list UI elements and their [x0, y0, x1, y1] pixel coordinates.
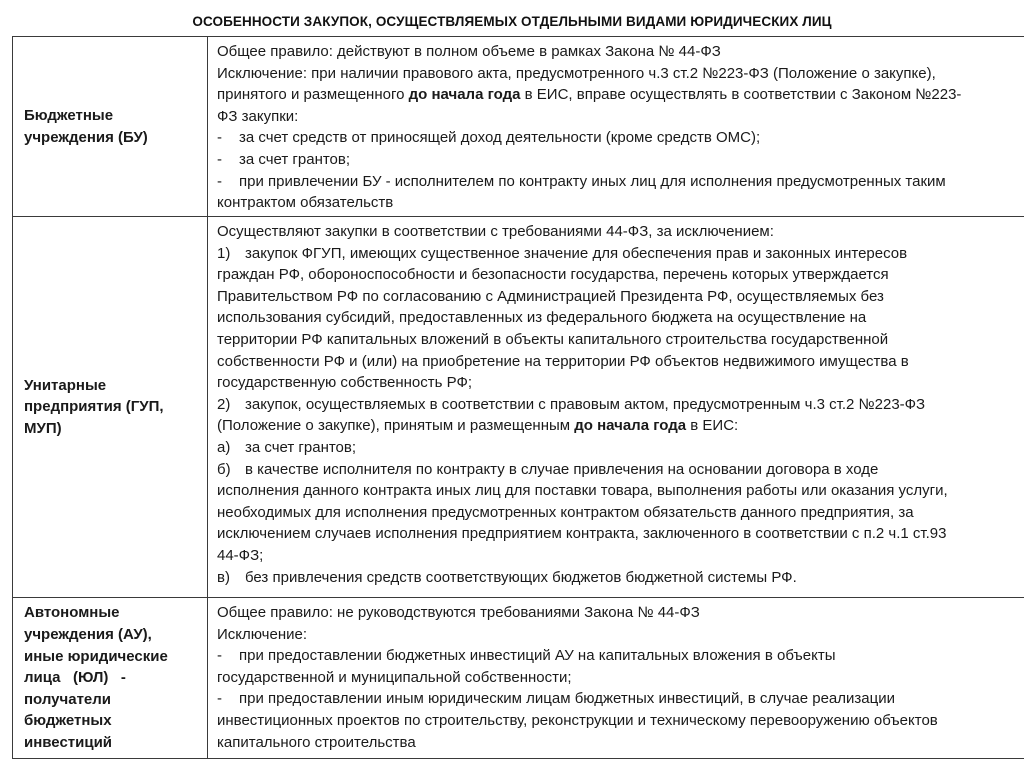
- description-text: Общее правило: действуют в полном объеме в рамках Закона № 44-ФЗ Исключение: при наличии правового акта, предусмотренного ч.3 ст.2 №223-ФЗ (Положение о закупке), принятого и размещенного до начала года в ЕИС, вправе осуществлять в соответствии с Законом №223- ФЗ закупки: - за счет средств от приносящей доход деятельности (кроме средств ОМС); - за счет грантов; - при привлечении БУ - исполнителем по контракту иных лиц для исполнения предусмотренных таким контрактом обязательств: [208, 37, 1024, 216]
- emphasis-text: до начала года: [408, 86, 521, 104]
- description-cell: [208, 217, 1024, 598]
- list-item: в) без привлечения средств соответствующих бюджетов бюджетной системы РФ.: [217, 568, 797, 586]
- list-item: а) за счет грантов;: [217, 438, 357, 456]
- list-item: 2) закупок, осуществляемых в соответствии с правовым актом, предусмотренным ч.3 ст.2 №223-ФЗ: [217, 395, 926, 413]
- description-text: Общее правило: не руководствуются требованиями Закона № 44-ФЗ Исключение: - при предоставлении бюджетных инвестиций АУ на капитальных вложения в объекты государственной и муниципальной собственности; - при предоставлении иным юридическим лицам бюджетных инвестиций, в случае реализации инвестиционных проектов по строительству, реконструкции и техническому перевооружению объектов капитального строительства: [208, 598, 1024, 755]
- category-label: Бюджетные учреждения (БУ): [24, 106, 148, 146]
- description-cell: [208, 598, 1024, 759]
- category-cell: [13, 598, 208, 759]
- list-item: - при привлечении БУ - исполнителем по контракту иных лиц для исполнения предусмотренных таким: [217, 172, 946, 190]
- list-item: 1) закупок ФГУП, имеющих существенное значение для обеспечения прав и законных интересов: [217, 244, 908, 262]
- category-label: Унитарные предприятия (ГУП, МУП): [24, 376, 164, 437]
- list-item: б) в качестве исполнителя по контракту в случае привлечения на основании договора в ходе: [217, 460, 879, 478]
- procurement-table: [12, 36, 1024, 759]
- list-item: - за счет средств от приносящей доход деятельности (кроме средств ОМС);: [217, 129, 761, 147]
- table-row-bu: [13, 37, 1024, 217]
- list-item: - при предоставлении бюджетных инвестиций АУ на капитальных вложения в объекты: [217, 647, 836, 665]
- list-item: - за счет грантов;: [217, 150, 351, 168]
- table-row-au: [13, 598, 1024, 759]
- description-cell: [208, 37, 1024, 217]
- category-cell: [13, 217, 208, 598]
- document-title: ОСОБЕННОСТИ ЗАКУПОК, ОСУЩЕСТВЛЯЕМЫХ ОТДЕЛЬНЫМИ ВИДАМИ ЮРИДИЧЕСКИХ ЛИЦ: [192, 14, 832, 29]
- emphasis-text: до начала года: [574, 417, 687, 435]
- category-label: Автономные учреждения (АУ), иные юридические лица (ЮЛ) - получатели бюджетных инвестиций: [24, 604, 168, 751]
- description-text: Осуществляют закупки в соответствии с требованиями 44-ФЗ, за исключением: 1) закупок ФГУП, имеющих существенное значение для обеспечения прав и законных интересов граждан РФ, обороноспособности и безопасности государства, перечень которых утверждается Правительством РФ по согласованию с Администрацией Президента РФ, осуществляемых без использования субсидий, предоставленных из федерального бюджета на осуществление на территории РФ капитальных вложений в объекты капитального строительства государственной собственности РФ и (или) на приобретение на территории РФ объектов недвижимого имущества в государственную собственность РФ; 2) закупок, осуществляемых в соответствии с правовым актом, предусмотренным ч.3 ст.2 №223-ФЗ (Положение о закупке), принятым и размещенным до начала года в ЕИС: а) за счет грантов; б) в качестве исполнителя по контракту в случае привлечения на основании договора в ходе исполнения данного контракта иных лиц для поставки товара, выполнения работы или оказания услуги, необходимых для исполнения предусмотренных контрактом обязательств данного предприятия, за исключением случаев исполнения предприятием контракта, заключенного в соответствии с п.2 ч.1 ст.93 44-ФЗ; в) без привлечения средств соответствующих бюджетов бюджетной системы РФ.: [208, 217, 1024, 590]
- list-item: - при предоставлении иным юридическим лицам бюджетных инвестиций, в случае реализации: [217, 690, 895, 708]
- table-row-gup: [13, 217, 1024, 598]
- category-cell: [13, 37, 208, 217]
